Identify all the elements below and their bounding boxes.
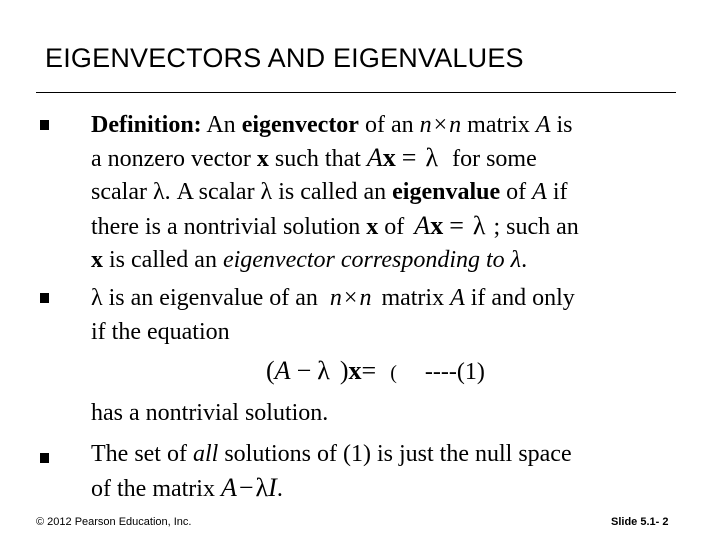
definition-line-3: scalar λ. A scalar λ is called an eigenvalue of A if (91, 179, 568, 205)
slide-title: EIGENVECTORS AND EIGENVALUES (45, 43, 524, 73)
null-space-line-2: of the matrix A−λI. (91, 473, 283, 502)
formula-ax-lambda-2: Ax = λ (414, 211, 486, 240)
definition-line-4: there is a nontrivial solution x of Ax = λ ; such an (91, 211, 579, 240)
title-underline (36, 92, 676, 93)
definition-line-5: x is called an eigenvector corresponding to λ. (91, 247, 528, 273)
eigenvector-phrase: eigenvector corresponding to λ (222, 247, 522, 273)
slide-number: Slide 5.1- 2 (611, 516, 669, 528)
formula-n-by-n-2: n×n (329, 285, 372, 311)
eigenvalue-line-4: has a nontrivial solution. (91, 400, 329, 426)
bullet-marker-3 (40, 453, 49, 463)
definition-label: Definition: (91, 112, 202, 138)
equation-line: (A − λ )x= ( ----(1) (266, 356, 485, 385)
copyright-footer: © 2012 Pearson Education, Inc. (36, 516, 192, 528)
null-space-line-1: The set of all solutions of (1) is just the null space (91, 441, 572, 467)
bullet-marker-1 (40, 120, 49, 130)
eigenvalue-line-1: λ is an eigenvalue of an n×n matrix A if and only (91, 285, 575, 311)
definition-line-2: a nonzero vector x such that Ax = λ for some (91, 143, 537, 172)
formula-ax-lambda: Ax = λ (366, 143, 439, 172)
formula-n-by-n: n×n (419, 112, 462, 138)
term-eigenvector: eigenvector (241, 112, 359, 138)
bullet-marker-2 (40, 293, 49, 303)
eigenvalue-line-2: if the equation (91, 319, 230, 345)
definition-line-1: Definition: An eigenvector of an n×n matrix A is (91, 112, 573, 138)
equation-number: ----(1) (424, 359, 485, 385)
term-eigenvalue: eigenvalue (392, 179, 501, 205)
formula-a-minus-lambda-i: A−λI (220, 473, 277, 502)
